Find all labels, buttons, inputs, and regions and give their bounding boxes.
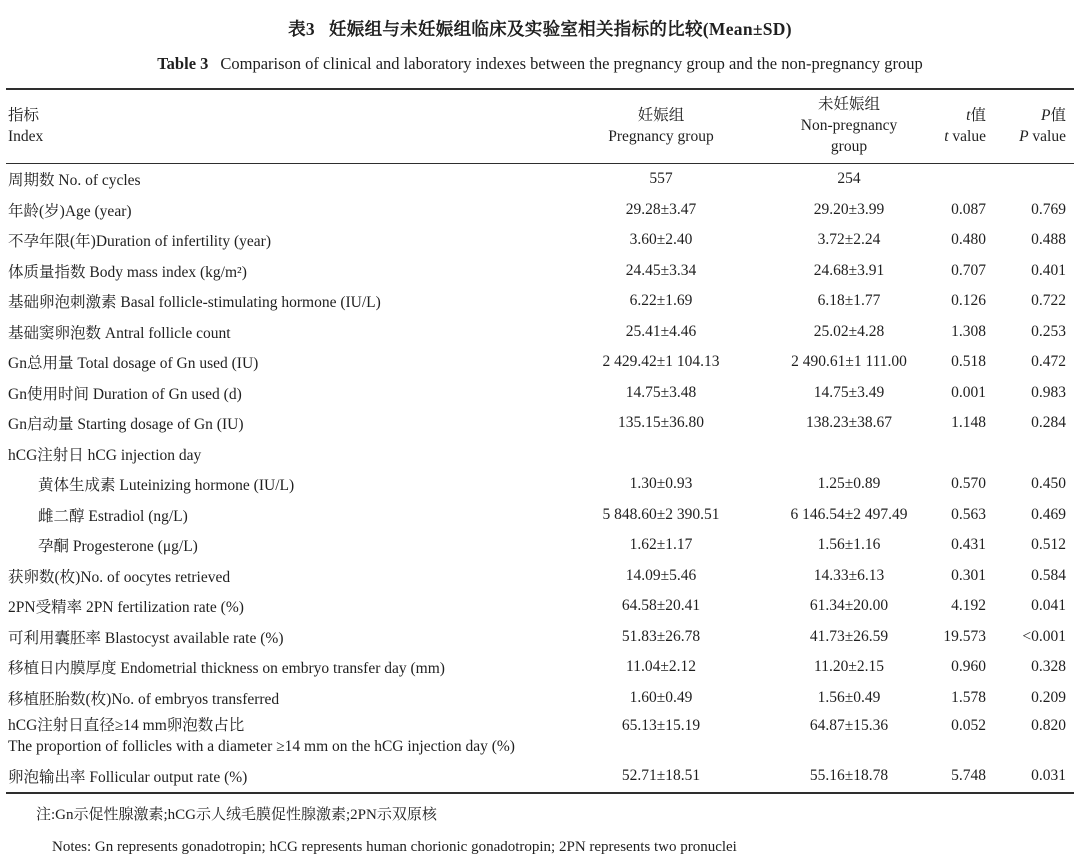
non-pregnancy-value: 3.72±2.24	[817, 231, 881, 249]
non-pregnancy-value: 1.25±0.89	[817, 475, 881, 493]
pregnancy-value: 24.45±3.34	[625, 261, 697, 279]
column-header-pregnancy-cn: 妊娠组	[637, 106, 685, 124]
t-value: 0.707	[951, 261, 986, 279]
column-header-t-cn	[914, 105, 986, 126]
t-value: 0.480	[951, 231, 986, 249]
row-label	[6, 530, 538, 561]
header-row	[6, 89, 1074, 164]
row-label-line1: hCG注射日直径≥14 mm卵泡数占比	[8, 717, 245, 734]
non-pregnancy-value: 41.73±26.59	[809, 627, 889, 645]
t-en-text: value	[952, 127, 986, 145]
p-value: 0.512	[1031, 536, 1066, 554]
pregnancy-value: 135.15±36.80	[617, 414, 704, 432]
row-label-line1: 体质量指数 Body mass index (kg/m²)	[8, 263, 247, 281]
p-value: 0.584	[1031, 566, 1066, 584]
row-label-line2: The proportion of follicles with a diameter ≥14 mm on the hCG injection day (%)	[8, 738, 515, 755]
t-value: 1.308	[951, 322, 986, 340]
table-title-cn	[6, 16, 1074, 41]
t-value: 0.563	[951, 505, 986, 523]
pregnancy-value: 5 848.60±2 390.51	[602, 505, 720, 523]
row-label	[6, 622, 538, 653]
non-pregnancy-value: 6 146.54±2 497.49	[790, 505, 908, 523]
table-row	[6, 622, 1074, 653]
row-label	[6, 317, 538, 348]
table-number-cn: 表3	[288, 19, 315, 39]
table-title-en-text: Comparison of clinical and laboratory indexes between the pregnancy group and the non-pregnancy group	[220, 54, 923, 73]
pregnancy-value: 557	[649, 170, 673, 188]
p-value	[994, 164, 1074, 195]
row-label	[6, 469, 538, 500]
row-label-line1: 基础卵泡刺激素 Basal follicle-stimulating hormone (IU/L)	[8, 294, 381, 312]
comparison-table	[6, 88, 1074, 794]
t-value: 19.573	[943, 627, 986, 645]
t-value: 0.052	[951, 717, 986, 734]
non-pregnancy-value: 55.16±18.78	[809, 767, 889, 785]
pregnancy-value: 14.09±5.46	[625, 566, 697, 584]
p-cn-text: 值	[1050, 106, 1066, 124]
p-value: 0.488	[1031, 231, 1066, 249]
row-label	[6, 683, 538, 714]
row-label	[6, 761, 538, 793]
p-symbol-en: P	[1019, 127, 1029, 145]
row-label-line1: 黄体生成素 Luteinizing hormone (IU/L)	[38, 477, 295, 495]
table-row	[6, 561, 1074, 592]
non-pregnancy-value: 29.20±3.99	[813, 200, 885, 218]
p-value: 0.253	[1031, 322, 1066, 340]
column-header-p-value	[994, 89, 1074, 164]
row-label-line1: 基础窦卵泡数 Antral follicle count	[8, 324, 231, 342]
row-label	[6, 286, 538, 317]
row-label-line1: hCG注射日 hCG injection day	[8, 446, 202, 464]
t-cn-text: 值	[970, 106, 986, 124]
p-value: 0.820	[1031, 717, 1066, 734]
row-label	[6, 195, 538, 226]
p-value: 0.041	[1031, 597, 1066, 615]
column-header-index-en: Index	[8, 127, 44, 145]
table-number-en: Table 3	[157, 54, 209, 73]
t-symbol-en: t	[944, 127, 949, 145]
p-value: 0.472	[1031, 353, 1066, 371]
t-value: 0.960	[951, 658, 986, 676]
p-value: 0.722	[1031, 292, 1066, 310]
t-value: 1.148	[951, 414, 986, 432]
p-value	[994, 439, 1074, 470]
t-value: 0.518	[951, 353, 986, 371]
t-value: 1.578	[951, 688, 986, 706]
row-label-line1: 周期数 No. of cycles	[8, 172, 141, 190]
row-label-line1: 2PN受精率 2PN fertilization rate (%)	[8, 599, 244, 617]
pregnancy-value: 52.71±18.51	[621, 767, 701, 785]
pregnancy-value: 64.58±20.41	[621, 597, 701, 615]
pregnancy-value: 1.30±0.93	[629, 475, 693, 493]
pregnancy-value: 25.41±4.46	[625, 322, 697, 340]
pregnancy-value: 1.62±1.17	[629, 536, 693, 554]
table-row	[6, 469, 1074, 500]
row-label	[6, 500, 538, 531]
table-header	[6, 89, 1074, 164]
table-row	[6, 439, 1074, 470]
row-label	[6, 256, 538, 287]
table-row	[6, 652, 1074, 683]
column-header-t-value	[914, 89, 994, 164]
t-value	[914, 164, 994, 195]
table-row	[6, 408, 1074, 439]
row-label	[6, 561, 538, 592]
column-header-non-pregnancy-cn: 未妊娠组	[817, 96, 880, 113]
table-row	[6, 256, 1074, 287]
table-row	[6, 761, 1074, 793]
table-title-cn-text: 妊娠组与未妊娠组临床及实验室相关指标的比较(Mean±SD)	[328, 19, 792, 39]
non-pregnancy-value: 2 490.61±1 111.00	[791, 353, 907, 371]
column-header-index	[6, 89, 538, 164]
table-row	[6, 500, 1074, 531]
row-label-line1: 年龄(岁)Age (year)	[8, 202, 132, 220]
non-pregnancy-value	[784, 439, 914, 470]
table-row	[6, 195, 1074, 226]
row-label	[6, 408, 538, 439]
pregnancy-value: 3.60±2.40	[629, 231, 693, 249]
table-row	[6, 317, 1074, 348]
row-label-line1: Gn启动量 Starting dosage of Gn (IU)	[8, 416, 244, 434]
row-label	[6, 713, 538, 761]
pregnancy-value	[538, 439, 784, 470]
non-pregnancy-value: 138.23±38.67	[805, 414, 892, 432]
table-row	[6, 164, 1074, 195]
p-value: 0.983	[1031, 383, 1066, 401]
t-value: 0.570	[951, 475, 986, 493]
table-row	[6, 225, 1074, 256]
column-header-non-pregnancy	[784, 89, 914, 164]
row-label-line1: 可利用囊胚率 Blastocyst available rate (%)	[8, 629, 284, 647]
non-pregnancy-value: 14.75±3.49	[813, 383, 885, 401]
p-value: 0.469	[1031, 505, 1066, 523]
table-row	[6, 347, 1074, 378]
table-row	[6, 713, 1074, 761]
t-value: 5.748	[951, 767, 986, 785]
p-value: <0.001	[1022, 627, 1066, 645]
pregnancy-value: 6.22±1.69	[629, 292, 693, 310]
non-pregnancy-value: 6.18±1.77	[817, 292, 881, 310]
t-value: 0.001	[951, 383, 986, 401]
notes-cn: 注:Gn示促性腺激素;hCG示人绒毛膜促性腺激素;2PN示双原核	[36, 806, 437, 823]
row-label	[6, 347, 538, 378]
row-label	[6, 225, 538, 256]
t-symbol: t	[966, 106, 971, 124]
non-pregnancy-value: 24.68±3.91	[813, 261, 885, 279]
row-label-line1: 卵泡输出率 Follicular output rate (%)	[8, 769, 248, 787]
column-header-non-pregnancy-en: Non-pregnancy group	[800, 117, 898, 155]
table-title-en	[6, 54, 1074, 74]
pregnancy-value: 29.28±3.47	[625, 200, 697, 218]
row-label-line1: 移植日内膜厚度 Endometrial thickness on embryo transfer day (mm)	[8, 660, 445, 678]
p-value: 0.328	[1031, 658, 1066, 676]
table-row	[6, 530, 1074, 561]
notes-en: Notes: Gn represents gonadotropin; hCG represents human chorionic gonadotropin; 2PN represents two pronuclei	[52, 838, 737, 855]
pregnancy-value: 11.04±2.12	[626, 658, 696, 676]
t-value: 0.126	[951, 292, 986, 310]
p-value: 0.284	[1031, 414, 1066, 432]
non-pregnancy-value: 61.34±20.00	[809, 597, 889, 615]
pregnancy-value: 65.13±15.19	[621, 717, 701, 734]
t-value: 0.301	[951, 566, 986, 584]
non-pregnancy-value: 14.33±6.13	[813, 566, 885, 584]
pregnancy-value: 14.75±3.48	[625, 383, 697, 401]
row-label	[6, 164, 538, 195]
column-header-t-en	[914, 126, 986, 147]
row-label-line1: 不孕年限(年)Duration of infertility (year)	[8, 233, 271, 251]
t-value	[914, 439, 994, 470]
non-pregnancy-value: 11.20±2.15	[814, 658, 884, 676]
p-value: 0.769	[1031, 200, 1066, 218]
row-label	[6, 591, 538, 622]
t-value: 4.192	[951, 597, 986, 615]
t-value: 0.431	[951, 536, 986, 554]
non-pregnancy-value: 64.87±15.36	[809, 717, 889, 734]
pregnancy-value: 1.60±0.49	[629, 688, 693, 706]
p-value: 0.031	[1031, 767, 1066, 785]
p-en-text: value	[1032, 127, 1066, 145]
row-label-line1: 获卵数(枚)No. of oocytes retrieved	[8, 568, 231, 586]
non-pregnancy-value: 1.56±1.16	[817, 536, 881, 554]
column-header-p-cn	[994, 105, 1066, 126]
non-pregnancy-value: 25.02±4.28	[813, 322, 885, 340]
table-row	[6, 683, 1074, 714]
p-value: 0.401	[1031, 261, 1066, 279]
column-header-pregnancy-en: Pregnancy group	[608, 127, 714, 145]
column-header-p-en	[994, 126, 1066, 147]
non-pregnancy-value: 1.56±0.49	[817, 688, 881, 706]
table-row	[6, 286, 1074, 317]
column-header-pregnancy	[538, 89, 784, 164]
row-label-line1: Gn总用量 Total dosage of Gn used (IU)	[8, 355, 259, 373]
row-label	[6, 378, 538, 409]
table-row	[6, 378, 1074, 409]
p-symbol: P	[1041, 106, 1051, 124]
pregnancy-value: 2 429.42±1 104.13	[602, 353, 720, 371]
p-value: 0.209	[1031, 688, 1066, 706]
table-row	[6, 591, 1074, 622]
pregnancy-value: 51.83±26.78	[621, 627, 701, 645]
non-pregnancy-value: 254	[837, 170, 861, 188]
row-label-line1: 孕酮 Progesterone (μg/L)	[38, 538, 198, 556]
column-header-index-cn: 指标	[8, 106, 40, 124]
row-label	[6, 652, 538, 683]
row-label-line1: Gn使用时间 Duration of Gn used (d)	[8, 385, 242, 403]
p-value: 0.450	[1031, 475, 1066, 493]
row-label	[6, 439, 538, 470]
table-body	[6, 164, 1074, 793]
row-label-line1: 雌二醇 Estradiol (ng/L)	[38, 507, 188, 525]
t-value: 0.087	[951, 200, 986, 218]
row-label-line1: 移植胚胎数(枚)No. of embryos transferred	[8, 690, 280, 708]
